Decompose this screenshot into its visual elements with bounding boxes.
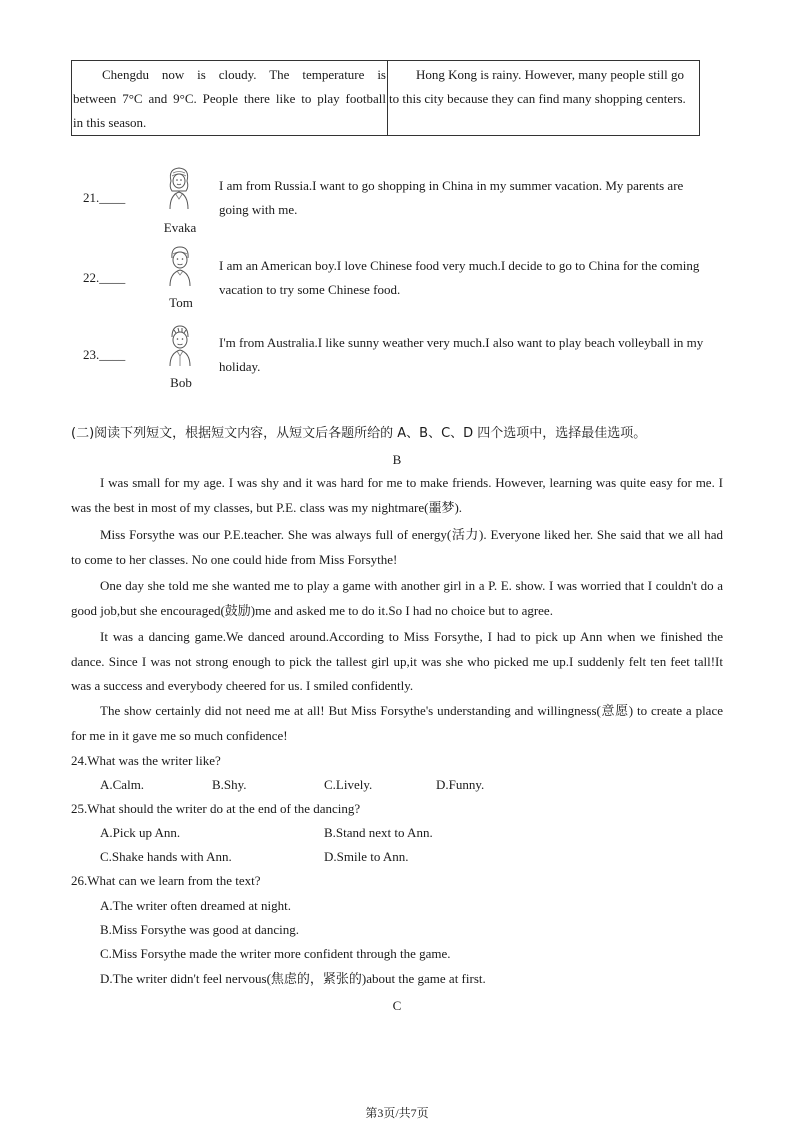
girl-figure-icon xyxy=(161,163,197,211)
person-name: Tom xyxy=(169,295,193,310)
question-stem: 25.What should the writer do at the end of the dancing? xyxy=(71,801,361,816)
option: D.The writer didn't feel nervous(焦虑的，紧张的)about the game at first. xyxy=(100,971,486,986)
option: B.Stand next to Ann. xyxy=(324,825,433,840)
passage-paragraph: It was a dancing game.We danced around.According to Miss Forsythe, I had to pick up Ann when we finished the dance. Since I was not strong enough to pick the tallest girl up,it was she who picked me up.I suddenly felt ten feet tall!It was a success and everybody cheered for us. I smiled confidently. xyxy=(71,629,723,693)
option: A.Calm. xyxy=(100,777,145,792)
section-instruction: (二)阅读下列短文，根据短文内容，从短文后各题所给的 A、B、C、D 四个选项中，选择最佳选项。 xyxy=(71,426,647,441)
chengdu-line-3: in this season. xyxy=(73,115,147,130)
hongkong-line-2: to this city because they can find many shopping centers. xyxy=(389,91,686,106)
hongkong-cell xyxy=(388,61,700,136)
question-stem: 26.What can we learn from the text? xyxy=(71,873,261,888)
passage-letter-c: C xyxy=(392,998,402,1013)
option: C.Miss Forsythe made the writer more confident through the game. xyxy=(100,946,451,961)
option: B.Shy. xyxy=(212,777,247,792)
passage-paragraph: I was small for my age. I was shy and it was hard for me to make friends. However, learning was quite easy for me. I was the best in most of my classes, but P.E. class was my nightmare(噩梦). xyxy=(71,475,723,515)
person-name: Bob xyxy=(170,375,192,390)
boy-figure-icon xyxy=(162,322,198,368)
option: A.Pick up Ann. xyxy=(100,825,181,840)
passage-letter-b: B xyxy=(392,452,402,467)
weather-table xyxy=(71,60,700,136)
chengdu-line-2: between 7°C and 9°C. People there like to play football xyxy=(73,91,386,106)
option: D.Smile to Ann. xyxy=(324,849,409,864)
passage-paragraph: One day she told me she wanted me to play a game with another girl in a P. E. show. I was worried that I couldn't do a good job,but she encouraged(鼓励)me and asked me to do it.So I had no choice but to agree. xyxy=(71,578,723,618)
item-number: 23.____ xyxy=(83,347,126,362)
option: C.Shake hands with Ann. xyxy=(100,849,232,864)
item-statement: I'm from Australia.I like sunny weather very much.I also want to play beach volleyball in my holiday. xyxy=(219,335,704,374)
question-stem: 24.What was the writer like? xyxy=(71,753,221,768)
passage-paragraph: Miss Forsythe was our P.E.teacher. She was always full of energy(活力). Everyone liked her. She said that we all had to come to her classes. No one could hide from Miss Forsythe! xyxy=(71,527,723,567)
option: D.Funny. xyxy=(436,777,485,792)
chengdu-cell xyxy=(72,61,388,136)
item-number: 21.____ xyxy=(83,190,126,205)
person-name: Evaka xyxy=(163,220,197,235)
item-statement: I am an American boy.I love Chinese food very much.I decide to go to China for the coming vacation to try some Chinese food. xyxy=(219,258,700,297)
page-footer: 第3页/共7页 xyxy=(365,1106,429,1120)
option: B.Miss Forsythe was good at dancing. xyxy=(100,922,299,937)
passage-paragraph: The show certainly did not need me at all! But Miss Forsythe's understanding and willingness(意愿) to create a place for me in it gave me so much confidence! xyxy=(71,703,723,743)
hongkong-line-1: Hong Kong is rainy. However, many people still go xyxy=(416,67,684,82)
item-number: 22.____ xyxy=(83,270,126,285)
option: C.Lively. xyxy=(324,777,373,792)
option: A.The writer often dreamed at night. xyxy=(100,898,291,913)
item-statement: I am from Russia.I want to go shopping in China in my summer vacation. My parents are going with me. xyxy=(219,178,684,217)
chengdu-line-1: Chengdu now is cloudy. The temperature is xyxy=(102,67,386,82)
boy-figure-icon xyxy=(162,242,198,288)
